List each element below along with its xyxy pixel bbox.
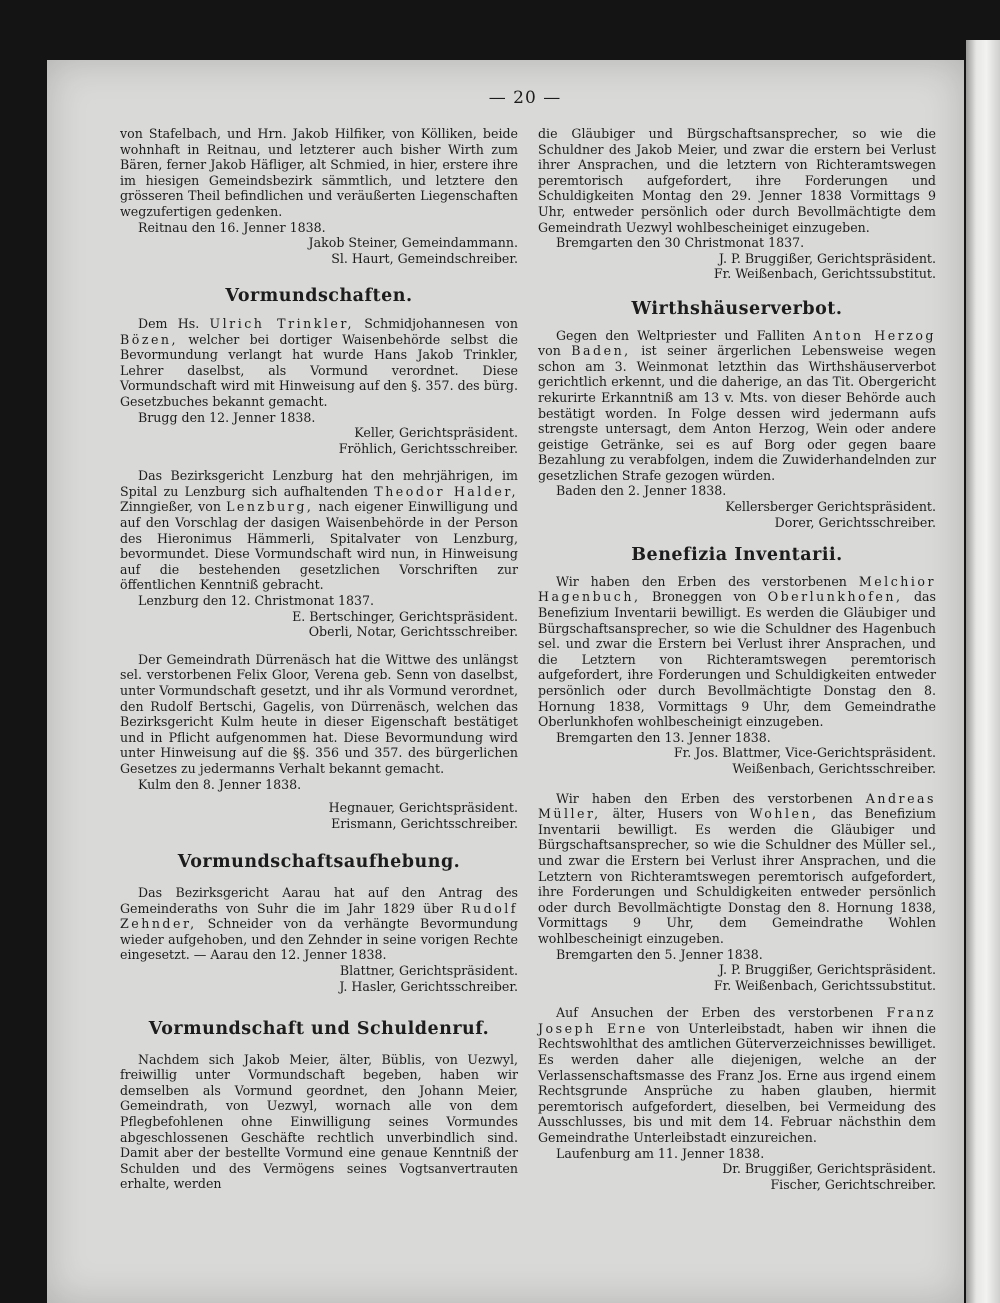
person-name: Theodor Halder, <box>374 483 518 499</box>
signature: Fr. Weißenbach, Gerichtssubstitut. <box>713 977 936 993</box>
notice-text <box>120 468 518 593</box>
person-name: Melchior Hagenbuch, <box>538 573 936 605</box>
text-run: von <box>538 343 561 359</box>
text-run: Dem Hs. <box>138 315 200 331</box>
dateline: Laufenburg am 11. Jenner 1838. <box>556 1145 765 1161</box>
signature: Dorer, Gerichtsschreiber. <box>774 514 936 530</box>
notice-text <box>538 791 936 947</box>
text-run: das Benefizium Inventarii bewilligt. Es werden die Gläubiger und Bürgschaftsansprecher, so wie die Schuldner des Müller sel., und zwar die Erstern bei Verlust ihrer Ansprachen, und die Letztern von Richteramtswegen peremtorisch aufgefordert, ihre Forderungen und Schuldigkeiten entweder persönlich oder durch Bevollmächtigte Donstag den 8. Hornung 1838, Vormittags 9 Uhr, dem Gemeindrathe Wohlen wohlbescheinigt einzugeben. <box>538 806 936 946</box>
text-run: Wir haben den Erben des verstorbenen <box>556 790 853 806</box>
right-column <box>538 126 936 1192</box>
person-name: Andreas Müller, <box>538 790 936 822</box>
notice-text: Nachdem sich Jakob Meier, älter, Büblis, von Uezwyl, freiwillig unter Vormundschaft begeben, haben wir demselben als Vormund geordnet, den Johann Meier, Gemeindrath, von Uezwyl, wornach alle von dem Pflegbefohlenen ohne Einwilligung seines Vormundes abgeschlossenen Geschäfte rechtlich unverbindlich sind. Damit aber der bestellte Vormund eine genaue Kenntniß der Schulden und des Vermögens seines Vogtsanvertrauten erhalte, werden <box>120 1051 518 1192</box>
notice-text <box>120 885 518 963</box>
signature: Fischer, Gerichtschreiber. <box>770 1176 936 1192</box>
notice-text: Der Gemeindrath Dürrenäsch hat die Wittwe des unlängst sel. verstorbenen Felix Gloor, Verena geb. Senn von daselbst, unter Vormundschaft gesetzt, und ihr als Vormund verordnet, den Rudolf Bertschi, Gagelis, von Dürrenäsch, welchen das Bezirksgericht Kulm heute in dieser Eigenschaft bestätiget und in Pflicht aufgenommen hat. Diese Bevormundung wird unter Hinweisung auf die §§. 356 und 357. des bürgerlichen Gesetzes zu jedermanns Verhalt bekannt gemacht. <box>120 651 518 776</box>
signature: Fr. Weißenbach, Gerichtssubstitut. <box>713 266 936 282</box>
signature: Dr. Bruggißer, Gerichtspräsident. <box>722 1161 936 1177</box>
dateline: Reitnau den 16. Jenner 1838. <box>138 219 326 235</box>
dateline: Kulm den 8. Jenner 1838. <box>138 776 302 792</box>
place-name: Wohlen, <box>749 806 819 822</box>
text-run: Auf Ansuchen der Erben des verstorbenen <box>556 1005 874 1021</box>
page-number: — 20 — <box>488 88 562 108</box>
text-run: Zinngießer, von <box>120 499 221 515</box>
dateline: Brugg den 12. Jenner 1838. <box>138 409 316 425</box>
signature: Kellersberger Gerichtspräsident. <box>725 499 936 515</box>
person-name: Franz Joseph Erne <box>538 1005 936 1036</box>
left-column <box>120 126 518 1192</box>
text-run: älter, Husers von <box>612 806 738 822</box>
notice-continued-text: die Gläubiger und Bürgschaftsansprecher, so wie die Schuldner des Jakob Meier, und zwar die erstern bei Verlust ihrer Ansprachen, und die letztern von Richteramtswegen peremtorisch aufgefordert, ihre Forderungen und Schuldigkeiten Montag den 29. Jenner 1838 Vormittags 9 Uhr, entweder persönlich oder durch Bevollmächtigte dem Gemeindrath Uezwyl wohlbescheiniget einzugeben. <box>538 126 936 235</box>
place-name: Bözen, <box>120 331 179 347</box>
notice-continued-text: von Stafelbach, und Hrn. Jakob Hilfiker, von Kölliken, beide wohnhaft in Reitnau, und letzterer auch bisher Wirth zum Bären, ferner Jakob Häfliger, alt Schmied, in hier, erstere ihre im hiesigen Gemeindsbezirk sämmtlich, und letztere den grösseren Theil befindlichen und veräußerten Liegenschaften wegzufertigen gedenken. <box>120 126 518 219</box>
notice-text <box>538 1005 936 1145</box>
dateline: Baden den 2. Jenner 1838. <box>556 483 727 499</box>
text-run: ist seiner ärgerlichen Lebensweise wegen schon am 3. Weinmonat letzthin das Wirthshäuserverbot gerichtlich erkennt, und die daherige, an das Tit. Obergericht rekurirte Erkanntniß am 13 v. Mts. von dieser Behörde auch bestätigt worden. In Folge dessen wird jedermann aufs strengste untersagt, dem Anton Herzog, Wein oder andere geistige Getränke, sei es auf Borg oder gegen baare Bezahlung zu verabfolgen, indem die Zuwiderhandelnden zur gesetzlichen Strafe gezogen würden. <box>538 343 936 483</box>
section-heading: Vormundschaften. <box>225 286 413 307</box>
section-heading: Vormundschaft und Schuldenruf. <box>148 1019 490 1040</box>
signature: Keller, Gerichtspräsident. <box>354 425 518 441</box>
notice-text <box>120 316 518 410</box>
text-run: Wir haben den Erben des verstorbenen <box>556 573 847 589</box>
text-run: Broneggen von <box>651 589 757 605</box>
place-name: Lenzburg, <box>226 499 314 515</box>
text-run: Das Bezirksgericht Lenzburg hat den mehrjährigen, im Spital zu Lenzburg sich aufhaltenden <box>120 468 518 499</box>
text-run: Schmidjohannesen von <box>364 315 519 331</box>
dateline: Bremgarten den 5. Jenner 1838. <box>556 946 763 962</box>
text-run: Gegen den Weltpriester und Falliten <box>556 327 805 343</box>
text-run: nach eigener Einwilligung und auf den Vorschlag der dasigen Waisenbehörde in der Person des Hieronimus Hämmerli, Spitalvater von Lenzburg, bevormundet. Diese Vormundschaft wird nun, in Hinweisung auf die bestehenden gesetzlichen Vorschriften zur öffentlichen Kenntniß gebracht. <box>120 499 518 593</box>
text-run: von Unterleibstadt, haben wir ihnen die Rechtswohlthat des amtlichen Güterverzeichnisses bewilliget. Es werden daher alle diejenigen, welche an der Verlassenschaftsmasse des Franz Jos. Erne aus irgend einem Rechtsgrunde Ansprüche zu haben glauben, hiermit peremtorisch aufgefordert, dieselben, bei Vermeidung des Ausschlusses, bis und mit dem 14. Februar nächsthin dem Gemeindrathe Unterleibstadt einzureichen. <box>538 1020 936 1146</box>
signature: Fr. Jos. Blattmer, Vice-Gerichtspräsident. <box>673 745 936 761</box>
section-heading: Benefizia Inventarii. <box>631 545 843 566</box>
text-run: welcher bei dortiger Waisenbehörde selbst die Bevormundung verlangt hat wurde Hans Jakob Trinkler, Lehrer daselbst, als Vormund verordnet. Diese Vormundschaft wird mit Hinweisung auf den §. 357. des bürg. Gesetzbuches bekannt gemacht. <box>120 331 518 409</box>
section-heading: Vormundschaftsaufhebung. <box>177 852 461 873</box>
signature: J. P. Bruggißer, Gerichtspräsident. <box>718 962 936 978</box>
person-name: Rudolf Zehnder, <box>120 900 518 932</box>
notice-text <box>538 328 936 484</box>
signature: Fröhlich, Gerichtsschreiber. <box>338 440 518 456</box>
page-edge <box>966 40 1000 1303</box>
signature: Hegnauer, Gerichtspräsident. <box>328 800 518 816</box>
dateline: Bremgarten den 30 Christmonat 1837. <box>556 235 805 251</box>
signature: Weißenbach, Gerichtsschreiber. <box>732 760 936 776</box>
section-heading: Wirthshäuserverbot. <box>631 298 843 319</box>
notice-text <box>538 574 936 730</box>
signature: Blattner, Gerichtspräsident. <box>339 962 518 978</box>
person-name: Ulrich Trinkler, <box>209 315 354 331</box>
signature: Sl. Haurt, Gemeindschreiber. <box>331 250 518 266</box>
signature: Erismann, Gerichtsschreiber. <box>331 815 518 831</box>
text-run: Schneider von da verhängte Bevormundung wieder aufgehoben, und den Zehnder in seine vorigen Rechte eingesetzt. — Aarau den 12. Jenner 1838. <box>120 916 518 963</box>
signature: Jakob Steiner, Gemeindammann. <box>308 235 518 251</box>
signature: J. P. Bruggißer, Gerichtspräsident. <box>718 250 936 266</box>
signature: E. Bertschinger, Gerichtspräsident. <box>292 608 518 624</box>
dateline: Bremgarten den 13. Jenner 1838. <box>556 729 771 745</box>
place-name: Baden, <box>571 343 631 359</box>
person-name: Anton Herzog <box>813 327 936 343</box>
signature: J. Hasler, Gerichtsschreiber. <box>339 978 518 994</box>
dateline: Lenzburg den 12. Christmonat 1837. <box>138 593 375 609</box>
text-run: das Benefizium Inventarii bewilligt. Es werden die Gläubiger und Bürgschaftsansprecher, so wie die Schuldner des Hagenbuch sel. und zwar die Erstern bei Verlust ihrer Ansprachen, und die Letztern von Richteramtswegen peremtorisch aufgefordert, ihre Forderungen und Schuldigkeiten entweder persönlich oder durch Bevollmächtigte Donstag den 8. Hornung 1838, Vormittags 9 Uhr, dem Gemeindrathe Oberlunkhofen wohlbescheinigt einzugeben. <box>538 589 936 730</box>
text-run: Das Bezirksgericht Aarau hat auf den Antrag des Gemeinderaths von Suhr die im Jahr 1829 über <box>120 884 518 916</box>
place-name: Oberlunkhofen, <box>767 589 903 605</box>
signature: Oberli, Notar, Gerichtsschreiber. <box>308 624 518 640</box>
